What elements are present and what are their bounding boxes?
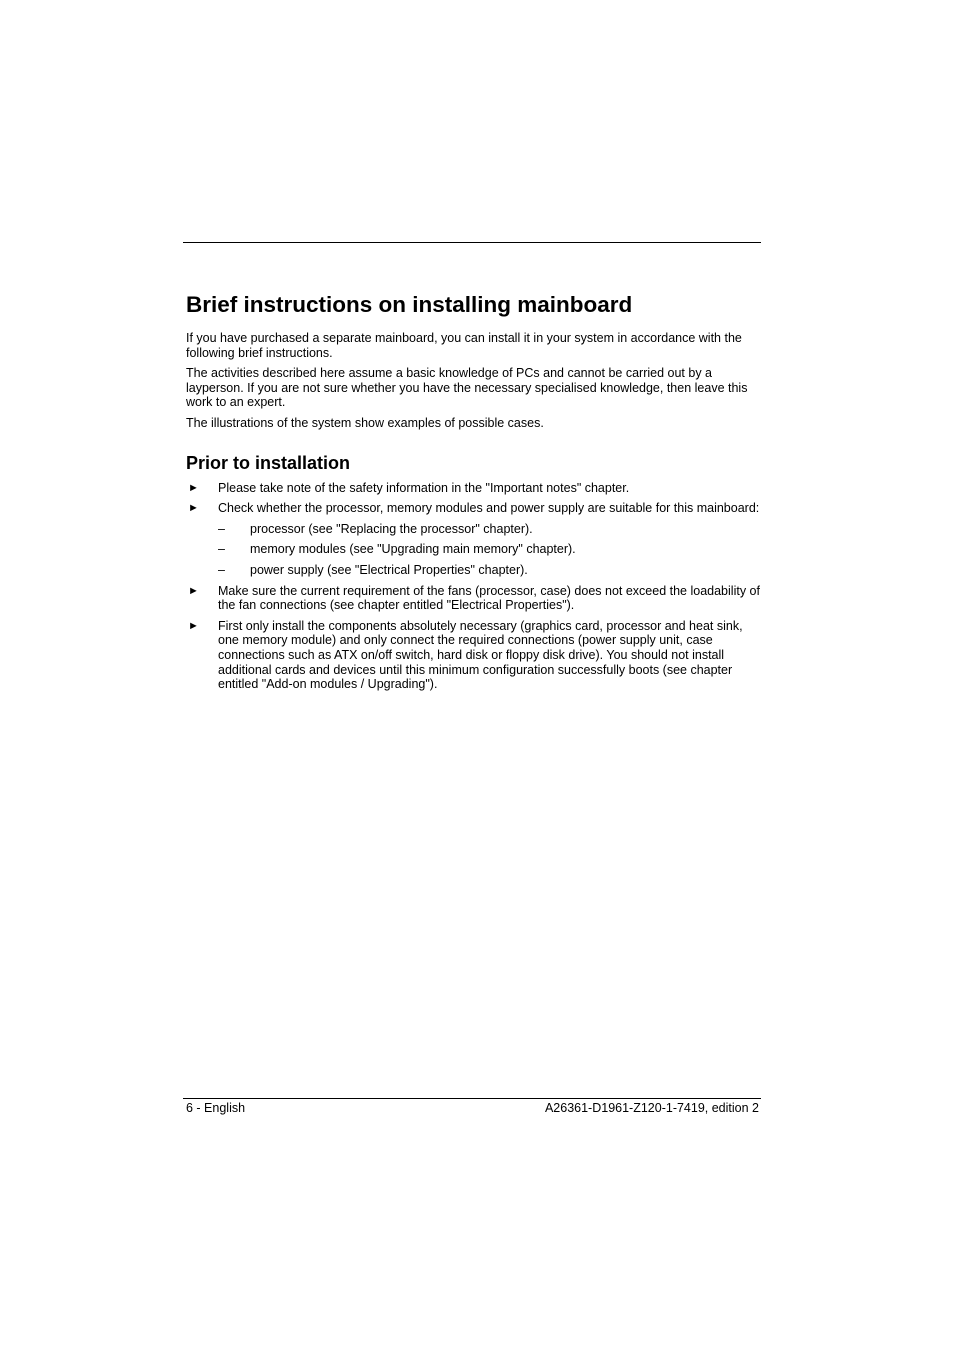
dash-icon: –: [218, 562, 225, 577]
instruction-list: [186, 481, 760, 692]
list-item-text: Check whether the processor, memory modules and power supply are suitable for this mainboard:: [218, 501, 760, 516]
list-item-text: Make sure the current requirement of the fans (processor, case) does not exceed the loadability of the fan connections (see chapter entitled "Electrical Properties").: [218, 583, 760, 613]
section-heading: Prior to installation: [186, 452, 351, 473]
main-content: [186, 290, 760, 698]
intro-paragraph: If you have purchased a separate mainboard, you can install it in your system in accordance with the following brief instructions.: [186, 331, 742, 360]
intro-paragraph: The illustrations of the system show examples of possible cases.: [186, 415, 544, 430]
intro-paragraph: The activities described here assume a basic knowledge of PCs and cannot be carried out by a layperson. If you are not sure whether you have the necessary specialised knowledge, then leave this work to an expert.: [186, 366, 748, 410]
sub-list-item: [218, 522, 760, 537]
sub-list-item-text: memory modules (see "Upgrading main memory" chapter).: [250, 542, 576, 557]
bullet-arrow-icon: ►: [188, 584, 199, 597]
list-item-text: Please take note of the safety information in the "Important notes" chapter.: [218, 480, 630, 495]
list-item: [186, 619, 760, 692]
list-item: [186, 481, 760, 496]
bullet-arrow-icon: ►: [188, 502, 199, 515]
list-item-text: First only install the components absolutely necessary (graphics card, processor and heat sink, one memory module) and only connect the required connections (power supply unit, case connections such as ATX on/off switch, hard disk or floppy disk drive). You should not install additional cards and devices until this minimum configuration successfully boots (see chapter entitled "Add-on modules / Upgrading").: [218, 618, 743, 692]
sub-list-item-text: processor (see "Replacing the processor" chapter).: [250, 521, 533, 536]
sub-list-item: [218, 542, 760, 557]
header-rule: [183, 242, 761, 243]
document-code: A26361-D1961-Z120-1-7419, edition 2: [544, 1101, 759, 1115]
footer-rule: [183, 1098, 761, 1099]
list-item: [186, 501, 760, 577]
sub-list-item: [218, 563, 760, 578]
bullet-arrow-icon: ►: [188, 481, 199, 494]
sub-list-item-text: power supply (see "Electrical Properties" chapter).: [250, 562, 528, 577]
sub-list: [218, 522, 760, 578]
bullet-arrow-icon: ►: [188, 619, 199, 632]
page-number: 6 - English: [186, 1101, 246, 1115]
dash-icon: –: [218, 542, 225, 557]
page-title: Brief instructions on installing mainboard: [186, 292, 633, 317]
dash-icon: –: [218, 521, 225, 536]
list-item: [186, 584, 760, 613]
